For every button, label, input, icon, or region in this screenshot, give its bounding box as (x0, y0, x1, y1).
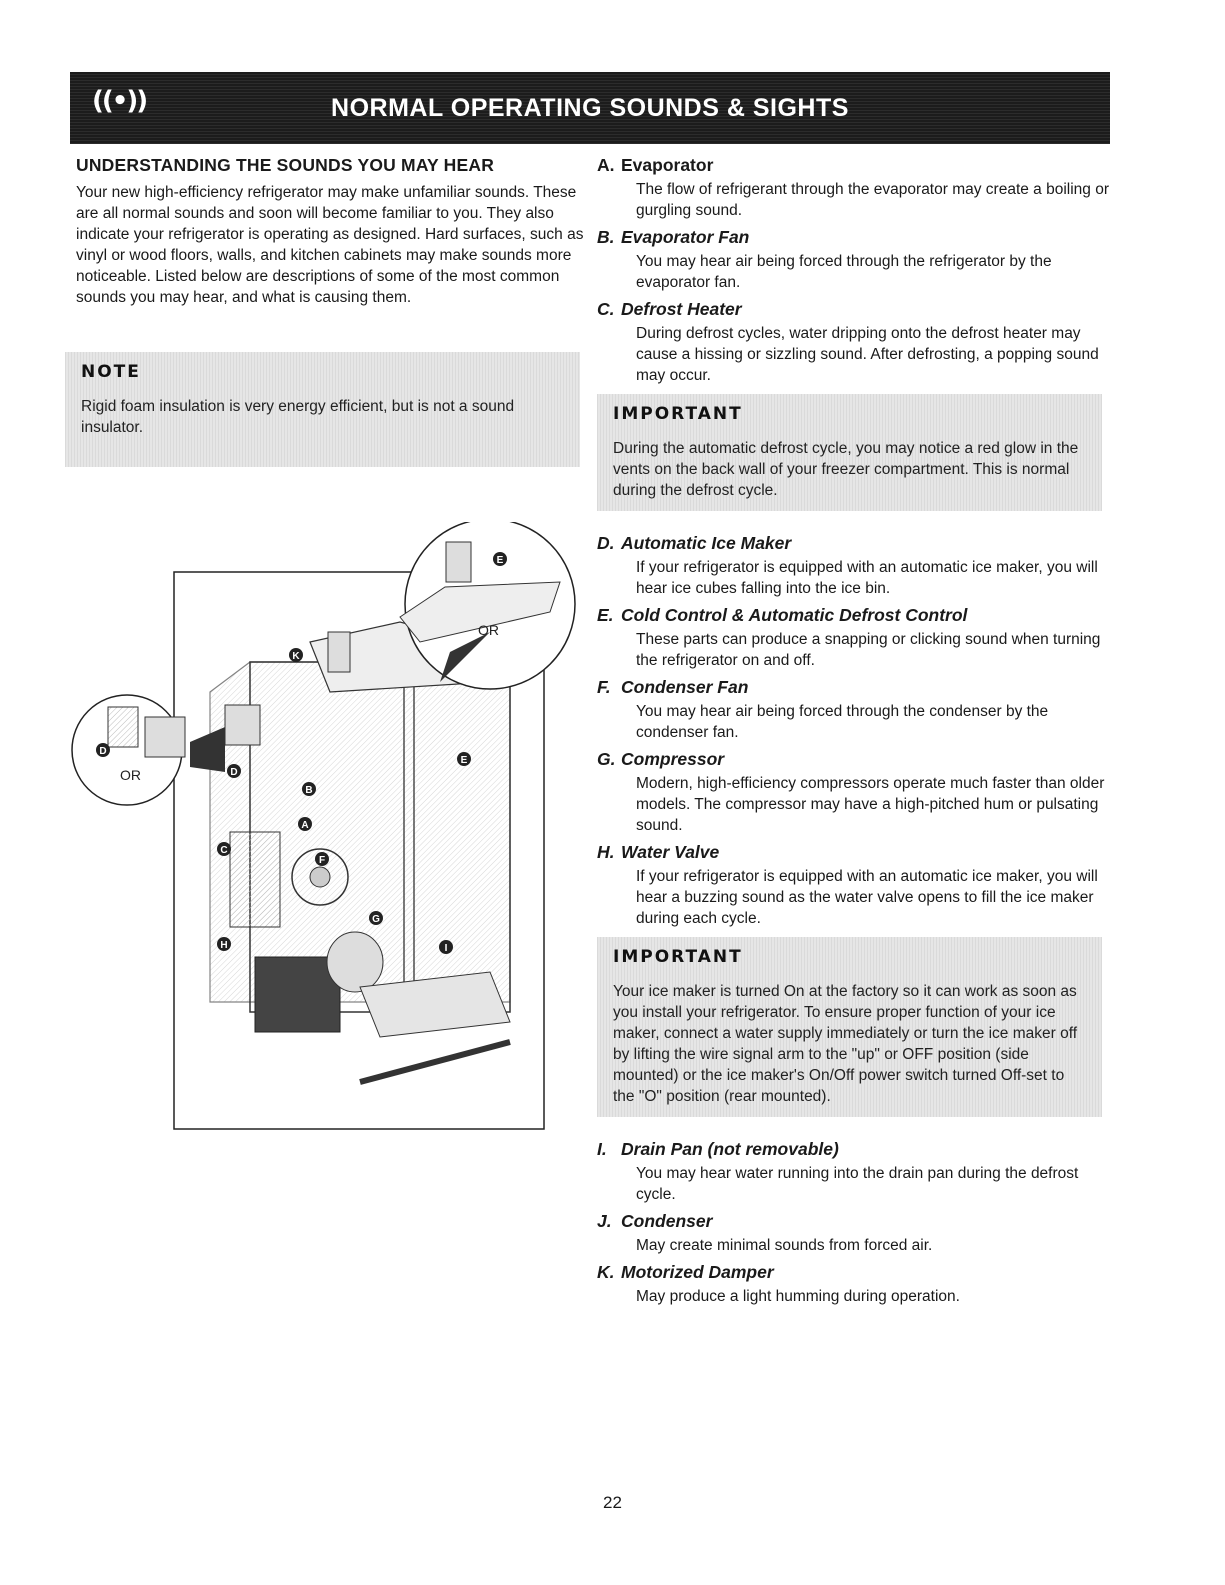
callout-label-k: K (292, 651, 300, 662)
callout-label-h: H (220, 940, 228, 951)
item-title: Compressor (621, 749, 725, 769)
item-title: Automatic Ice Maker (621, 533, 792, 553)
list-item-water-valve (597, 842, 1112, 929)
item-description: You may hear air being forced through the refrigerator by the evaporator fan. (636, 253, 1052, 291)
callout-label-f: F (318, 855, 326, 866)
item-letter: F. (597, 677, 611, 697)
item-letter: E. (597, 605, 614, 625)
list-item-evaporator (597, 155, 1112, 221)
important-label: IMPORTANT (613, 947, 743, 967)
list-item-drain-pan (597, 1139, 1112, 1205)
item-letter: B. (597, 227, 615, 247)
item-description: May produce a light humming during operation. (636, 1288, 960, 1305)
item-title: Condenser (621, 1211, 713, 1231)
right-column (597, 155, 1112, 1313)
important-text: During the automatic defrost cycle, you may notice a red glow in the vents on the back wall of your freezer compartment. This is normal during the defrost cycle. (613, 440, 1079, 499)
item-description: If your refrigerator is equipped with an automatic ice maker, you will hear ice cubes falling into the ice bin. (636, 559, 1098, 597)
item-title: Drain Pan (not removable) (621, 1139, 839, 1159)
item-letter: H. (597, 842, 615, 862)
list-item-compressor (597, 749, 1112, 836)
item-title: Cold Control & Automatic Defrost Control (621, 605, 968, 625)
note-text: Rigid foam insulation is very energy efficient, but is not a sound insulator. (81, 398, 515, 436)
or-label-right: OR (478, 622, 499, 638)
item-letter: G. (597, 749, 616, 769)
callout-label-c: C (220, 845, 228, 856)
item-letter: K. (597, 1262, 615, 1282)
item-description: If your refrigerator is equipped with an automatic ice maker, you will hear a buzzing sound as the water valve opens to fill the ice maker during each cycle. (636, 868, 1098, 927)
list-item-evaporator-fan (597, 227, 1112, 293)
item-letter: I. (597, 1139, 607, 1159)
callout-label-e: E (496, 555, 504, 566)
refrigerator-diagram (70, 522, 582, 1134)
item-title: Evaporator (621, 155, 714, 175)
list-item-condenser-fan (597, 677, 1112, 743)
item-title: Motorized Damper (621, 1262, 774, 1282)
sound-wave-icon: ((•)) (92, 86, 147, 116)
item-title: Defrost Heater (621, 299, 742, 319)
callout-label-d2: D (99, 746, 107, 757)
item-title: Water Valve (621, 842, 720, 862)
item-description: You may hear air being forced through the condenser by the condenser fan. (636, 703, 1049, 741)
important-label: IMPORTANT (613, 404, 743, 424)
item-description: These parts can produce a snapping or clicking sound when turning the refrigerator on and off. (636, 631, 1101, 669)
important-box-defrost (597, 394, 1102, 511)
important-text: Your ice maker is turned On at the factory so it can work as soon as you install your refrigerator. To ensure proper function of your ice maker, connect a water supply immediately or turn the ice maker off by lifting the wire signal arm to the "up" or OFF position (side mounted) or the ice maker's On/Off power switch turned Off-set to the "O" position (rear mounted). (613, 983, 1078, 1105)
note-label: NOTE (81, 362, 141, 382)
list-item-cold-control (597, 605, 1112, 671)
callout-label-b: B (305, 785, 313, 796)
callout-label-d: D (230, 767, 238, 778)
callout-label-e2: E (460, 755, 468, 766)
page-number: 22 (603, 1493, 622, 1512)
item-description: During defrost cycles, water dripping onto the defrost heater may cause a hissing or sizzling sound. After defrosting, a popping sound may occur. (636, 325, 1099, 384)
section-heading: UNDERSTANDING THE SOUNDS YOU MAY HEAR (76, 155, 495, 175)
item-description: The flow of refrigerant through the evaporator may create a boiling or gurgling sound. (636, 181, 1110, 219)
item-letter: C. (597, 299, 615, 319)
or-label-left: OR (120, 767, 141, 783)
item-title: Evaporator Fan (621, 227, 750, 247)
item-description: You may hear water running into the drain pan during the defrost cycle. (636, 1165, 1079, 1203)
note-box (65, 352, 580, 467)
page-title: NORMAL OPERATING SOUNDS & SIGHTS (331, 94, 849, 122)
item-description: Modern, high-efficiency compressors operate much faster than older models. The compressor may have a high-pitched hum or pulsating sound. (636, 775, 1105, 834)
item-description: May create minimal sounds from forced air. (636, 1237, 933, 1254)
list-item-defrost-heater (597, 299, 1112, 386)
item-letter: A. (597, 155, 615, 175)
header-banner (70, 72, 1110, 144)
callout-label-a: A (301, 820, 309, 831)
list-item-motorized-damper (597, 1262, 1112, 1307)
intro-paragraph: Your new high-efficiency refrigerator may make unfamiliar sounds. These are all normal sounds and soon will become familiar to you. They also indicate your refrigerator is operating as designed. Hard surfaces, such as vinyl or wood floors, walls, and kitchen cabinets may make sounds more noticeable. Listed below are descriptions of some of the most common sounds you may hear, and what is causing them. (76, 184, 584, 306)
list-item-ice-maker (597, 533, 1112, 599)
left-column (76, 155, 586, 308)
callout-label-g: G (372, 914, 380, 925)
item-letter: J. (597, 1211, 612, 1231)
important-box-ice-maker (597, 937, 1102, 1117)
list-item-condenser (597, 1211, 1112, 1256)
callout-label-i: I (444, 943, 448, 954)
item-letter: D. (597, 533, 615, 553)
item-title: Condenser Fan (621, 677, 749, 697)
